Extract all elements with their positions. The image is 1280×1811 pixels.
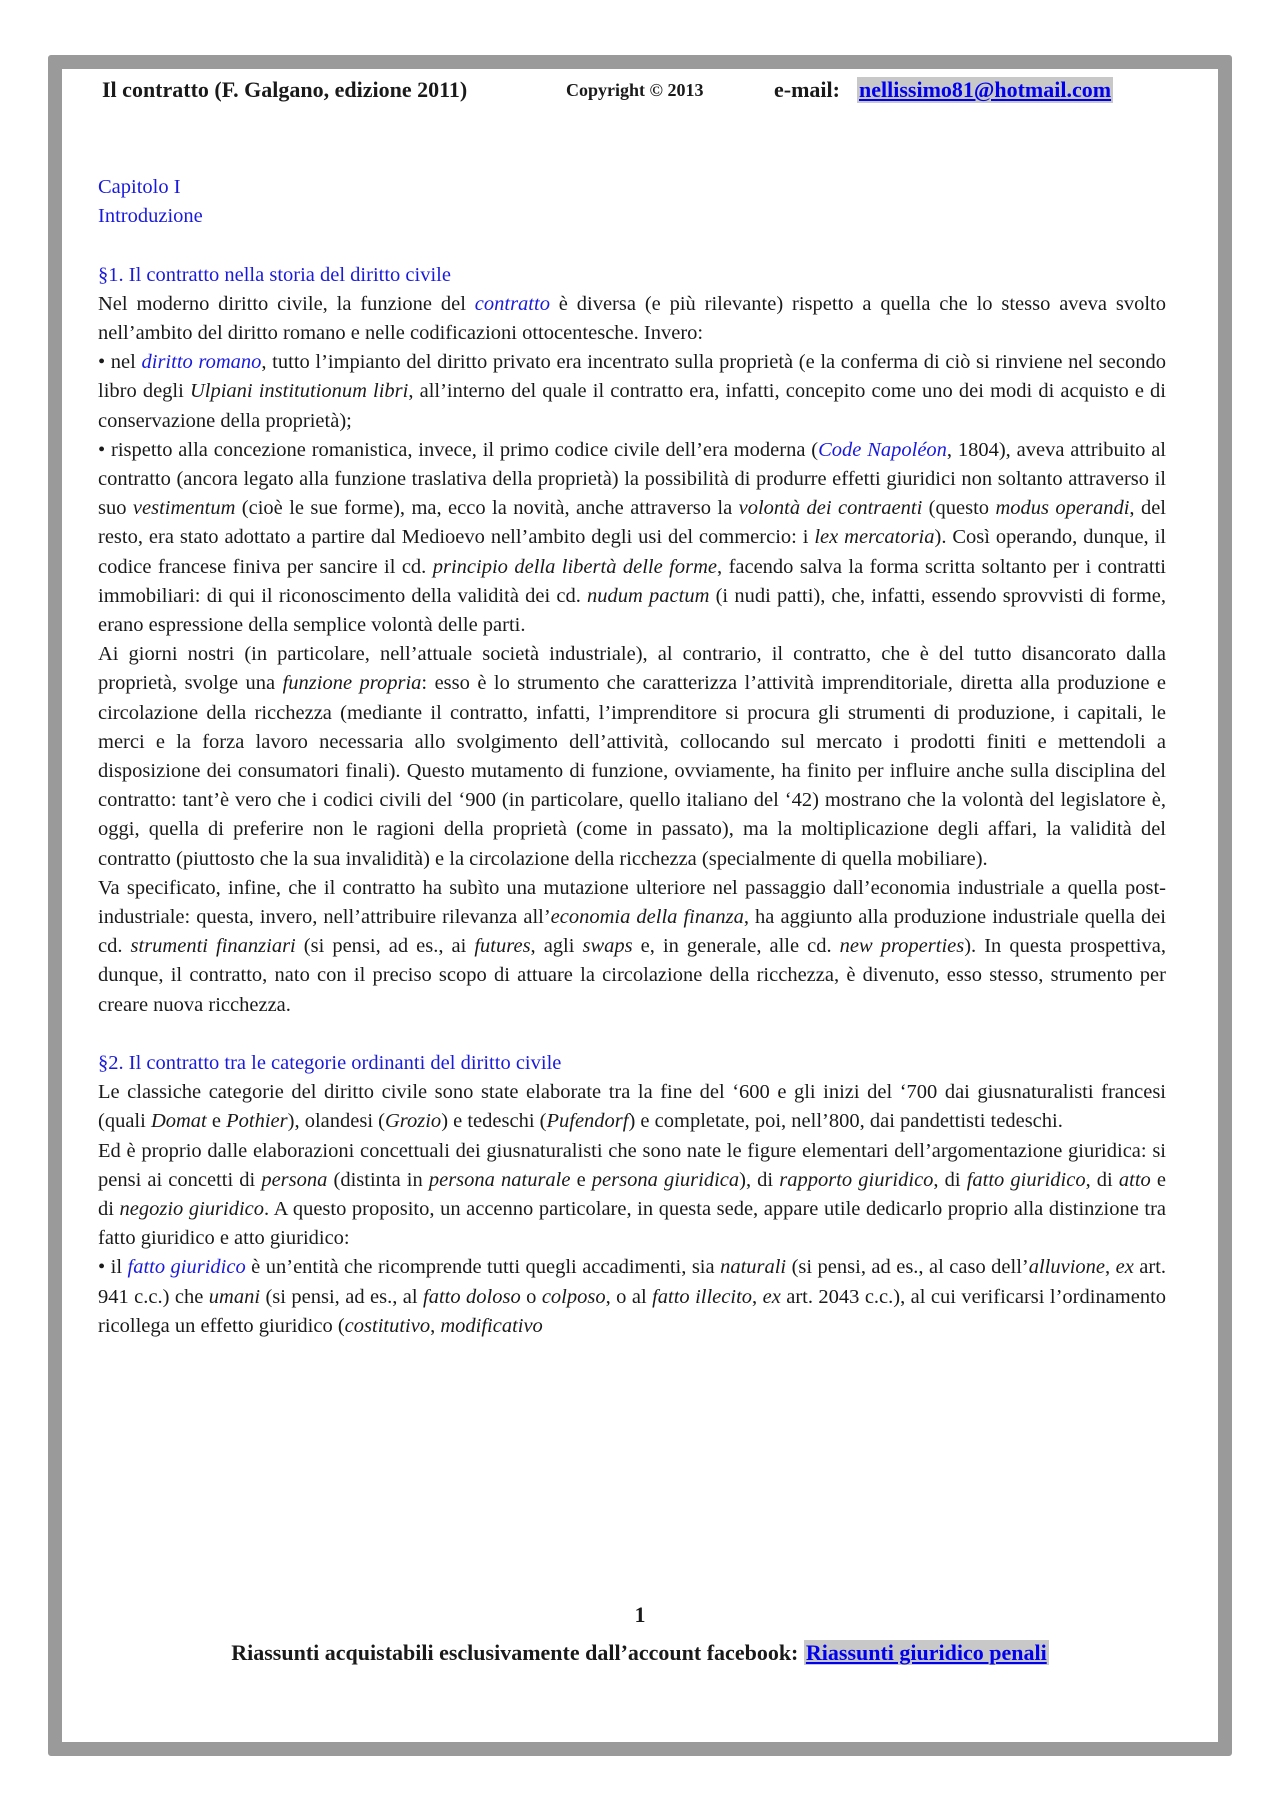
page-number: 1 [634,1602,646,1627]
section-2-heading: §2. Il contratto tra le categorie ordinanti del diritto civile [98,1052,562,1075]
email-link[interactable]: nellissimo81@hotmail.com [859,77,1112,102]
document-title: Il contratto (F. Galgano, edizione 2011) [102,77,468,102]
bullet-item: • rispetto alla concezione romanistica, invece, il primo codice civile dell’era moderna (Code Napoléon, 1804), aveva attribuito al contratto (ancora legato alla funzione traslativa della proprietà) la possibilità di produrre effetti giuridici non soltanto attraverso il suo vestimentum (cioè le sue forme), ma, ecco la novità, anche attraverso la volontà dei contraenti (questo modus operandi, del resto, era stato adottato a partire dal Medioevo nell’ambito degli usi del commercio: i lex mercatoria). Così operando, dunque, il codice francese finiva per sancire il cd. principio della libertà delle forme, facendo salva la forma scritta soltanto per i contratti immobiliari: di qui il riconoscimento della validità dei cd. nudum pactum (i nudi patti), che, infatti, essendo sprovvisti di forme, erano espressione della semplice volontà delle parti. [98,438,1167,637]
chapter-title: Introduzione [98,205,203,228]
facebook-account-link[interactable]: Riassunti giuridico penali [805,1640,1047,1665]
paragraph: Le classiche categorie del diritto civile sono state elaborate tra la fine del ‘600 e gli inizi del ‘700 dai giusnaturalisti francesi (quali Domat e Pothier), olandesi (Grozio) e tedeschi (Pufendorf) e completate, poi, nell’800, dai pandettisti tedeschi. [98,1081,1166,1133]
page-footer [0,1640,1280,1666]
page-header [102,77,1182,113]
paragraph: Va specificato, infine, che il contratto ha subìto una mutazione ulteriore nel passaggio dall’economia industriale a quella post-industriale: questa, invero, nell’attribuire rilevanza all’economia della finanza, ha aggiunto alla produzione industriale quella dei cd. strumenti finanziari (si pensi, ad es., ai futures, agli swaps e, in generale, alle cd. new properties). In questa prospettiva, dunque, il contratto, nato con il preciso scopo di attuare la circolazione della ricchezza, è divenuto, esso stesso, strumento per creare nuova ricchezza. [98,876,1166,1016]
email-label: e-mail: [774,77,840,102]
paragraph: Nel moderno diritto civile, la funzione del contratto è diversa (e più rilevante) rispetto a quella che lo stesso aveva svolto nell’ambito del diritto romano e nelle codificazioni ottocentesche. Invero: [98,292,1166,344]
copyright-notice: Copyright © 2013 [566,80,704,100]
bullet-item: • nel diritto romano, tutto l’impianto del diritto privato era incentrato sulla proprietà (e la conferma di ciò si rinviene nel secondo libro degli Ulpiani institutionum libri, all’interno del quale il contratto era, infatti, concepito come uno dei modi di acquisto e di conservazione della proprietà); [98,351,1166,432]
document-body [98,173,1166,1341]
chapter-number: Capitolo I [98,176,181,198]
footer-note: Riassunti acquistabili esclusivamente dall’account facebook: [231,1640,804,1665]
section-1-heading: §1. Il contratto nella storia del diritto civile [98,263,451,286]
paragraph: Ed è proprio dalle elaborazioni concettuali dei giusnaturalisti che sono nate le figure elementari dell’argomentazione giuridica: si pensi ai concetti di persona (distinta in persona naturale e persona giuridica), di rapporto giuridico, di fatto giuridico, di atto e di negozio giuridico. A questo proposito, un accenno particolare, in questa sede, appare utile dedicarlo proprio alla distinzione tra fatto giuridico e atto giuridico: [98,1139,1167,1250]
paragraph: Ai giorni nostri (in particolare, nell’attuale società industriale), al contrario, il contratto, che è del tutto disancorato dalla proprietà, svolge una funzione propria: esso è lo strumento che caratterizza l’attività imprenditoriale, diretta alla produzione e circolazione della ricchezza (mediante il contratto, infatti, l’imprenditore si procura gli strumenti di produzione, i capitali, le merci e la forza lavoro necessaria allo svolgimento dell’attività, collocando sul mercato i prodotti finiti e mettendoli a disposizione dei consumatori finali). Questo mutamento di funzione, ovviamente, ha finito per influire anche sulla disciplina del contratto: tant’è vero che i codici civili del ‘900 (in particolare, quello italiano del ‘42) mostrano che la volontà del legislatore è, oggi, quella di preferire non le ragioni della proprietà (come in passato), ma la moltiplicazione degli affari, la validità del contratto (piuttosto che la sua invalidità) e la circolazione della ricchezza (specialmente di quella mobiliare). [98,643,1166,870]
bullet-item: • il fatto giuridico è un’entità che ricomprende tutti quegli accadimenti, sia naturali (si pensi, ad es., al caso dell’alluvione, ex art. 941 c.c.) che umani (si pensi, ad es., al fatto doloso o colposo, o al fatto illecito, ex art. 2043 c.c.), al cui verificarsi l’ordinamento ricollega un effetto giuridico (costitutivo, modificativo [98,1256,1167,1337]
